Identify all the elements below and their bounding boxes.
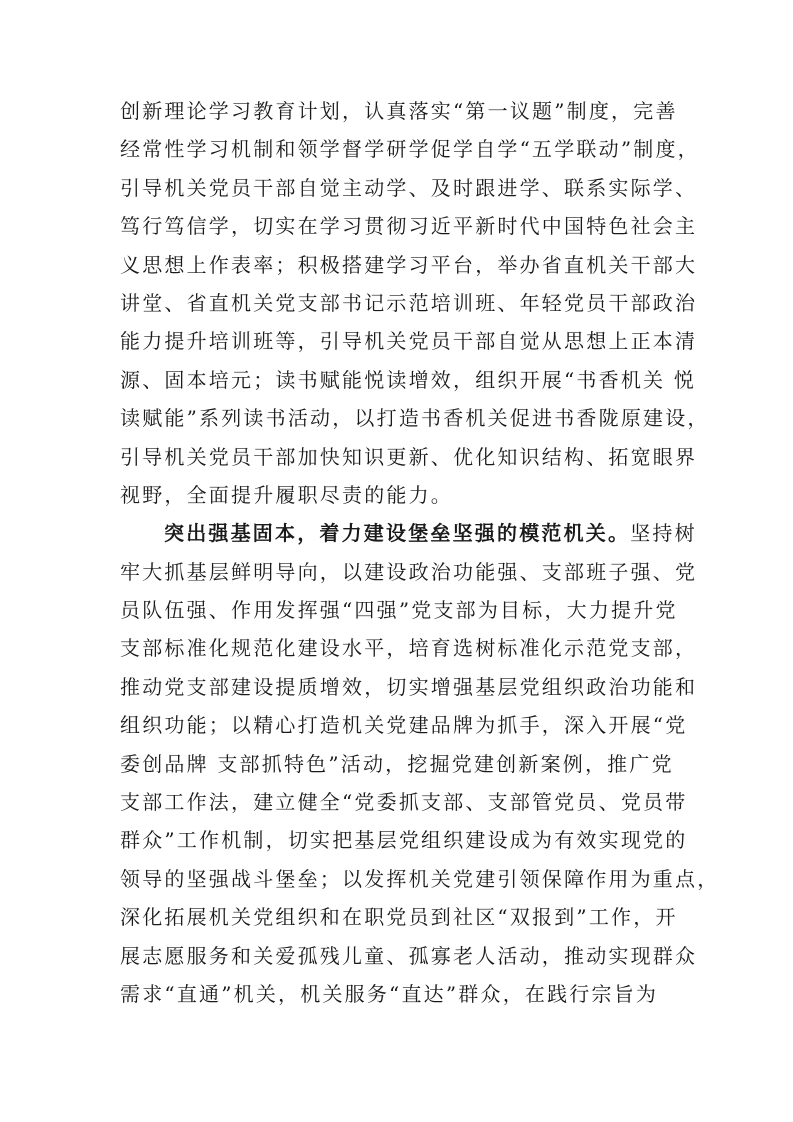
text-line: 能力提升培训班等，引导机关党员干部自觉从思想上正本清: [120, 329, 698, 354]
text-line: 员队伍强、作用发挥强“四强”党支部为目标，大力提升党: [120, 598, 678, 623]
text-line: 委创品牌 支部抓特色”活动，挖掘党建创新案例，推广党: [120, 751, 674, 776]
heading-continuation: 坚持树: [630, 521, 697, 546]
text-line: 义思想上作表率；积极搭建学习平台，举办省直机关干部大: [120, 252, 698, 277]
text-line: 读赋能”系列读书活动，以打造书香机关促进书香陇原建设，: [120, 406, 710, 431]
text-line: 组织功能；以精心打造机关党建品牌为抓手，深入开展“党: [120, 713, 688, 738]
text-line: 引导机关党员干部自觉主动学、及时跟进学、联系实际学、: [120, 175, 698, 200]
paragraph-learning: [120, 92, 710, 514]
text-line: 创新理论学习教育计划，认真落实“第一议题”制度，完善: [120, 99, 678, 123]
text-line: 笃行笃信学，切实在学习贯彻习近平新时代中国特色社会主: [120, 214, 698, 239]
paragraph-first-line: [120, 514, 697, 552]
text-line: 领导的坚强战斗堡垒；以发挥机关党建引领保障作用为重点，: [120, 866, 720, 891]
text-line: 引导机关党员干部加快知识更新、优化知识结构、拓宽眼界: [120, 444, 698, 469]
paragraph-heading: 突出强基固本，着力建设堡垒坚强的模范机关。: [164, 521, 631, 546]
text-line: 群众”工作机制，切实把基层党组织建设成为有效实现党的: [120, 828, 688, 853]
text-line: 视野，全面提升履职尽责的能力。: [120, 482, 453, 507]
paragraph-grassroots: [120, 514, 720, 1013]
text-line: 推动党支部建设提质增效，切实增强基层党组织政治功能和: [120, 674, 698, 699]
text-line: 支部标准化规范化建设水平，培育选树标准化示范党支部，: [120, 636, 698, 661]
text-line: 深化拓展机关党组织和在职党员到社区“双报到”工作，开: [120, 905, 678, 930]
text-line: 支部工作法，建立健全“党委抓支部、支部管党员、党员带: [120, 790, 688, 815]
text-line: 源、固本培元；读书赋能悦读增效，组织开展“书香机关 悦: [120, 367, 696, 392]
text-line: 经常性学习机制和领学督学研学促学自学“五学联动”制度，: [120, 137, 700, 162]
text-line: 牢大抓基层鲜明导向，以建设政治功能强、支部班子强、党: [120, 559, 698, 584]
text-line: 需求“直通”机关，机关服务“直达”群众，在践行宗旨为: [120, 981, 659, 1006]
text-line: 展志愿服务和关爱孤残儿童、孤寡老人活动，推动实现群众: [120, 943, 698, 968]
text-line: 讲堂、省直机关党支部书记示范培训班、年轻党员干部政治: [120, 290, 698, 315]
document-body: [120, 92, 720, 1013]
